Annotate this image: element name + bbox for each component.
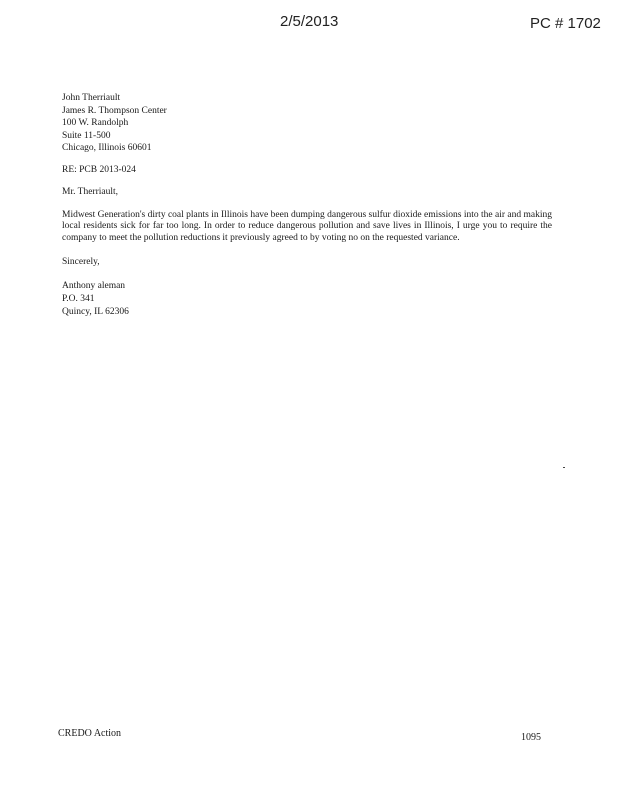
sender-address-line: P.O. 341: [62, 293, 95, 304]
recipient-address-line: Chicago, Illinois 60601: [62, 143, 152, 154]
date-stamp: 2/5/2013: [280, 13, 339, 30]
scan-speck: [563, 467, 565, 468]
letter-paragraph: Midwest Generation's dirty coal plants in Illinois have been dumping dangerous sulfur dioxide emissions into the air and making local residents sick for far too long. In order to reduce dangerous pollution and save lives in Illinois, I urge you to require the company to meet the pollution reductions it previously agreed to by voting no on the requested variance.: [62, 210, 552, 243]
reference-line: RE: PCB 2013-024: [62, 164, 136, 175]
recipient-address-line: James R. Thompson Center: [62, 105, 167, 116]
pc-number-stamp: PC # 1702: [530, 15, 601, 32]
footer-organization: CREDO Action: [58, 728, 122, 739]
sender-address-line: Quincy, IL 62306: [62, 306, 129, 317]
letter-body: [62, 92, 552, 318]
recipient-name: John Therriault: [62, 93, 121, 103]
closing: Sincerely,: [62, 256, 100, 267]
recipient-address-line: 100 W. Randolph: [62, 118, 129, 129]
footer-page-number: 1095: [521, 732, 541, 743]
salutation: Mr. Therriault,: [62, 186, 119, 197]
sender-name: Anthony aleman: [62, 281, 126, 292]
recipient-address-line: Suite 11-500: [62, 130, 111, 141]
